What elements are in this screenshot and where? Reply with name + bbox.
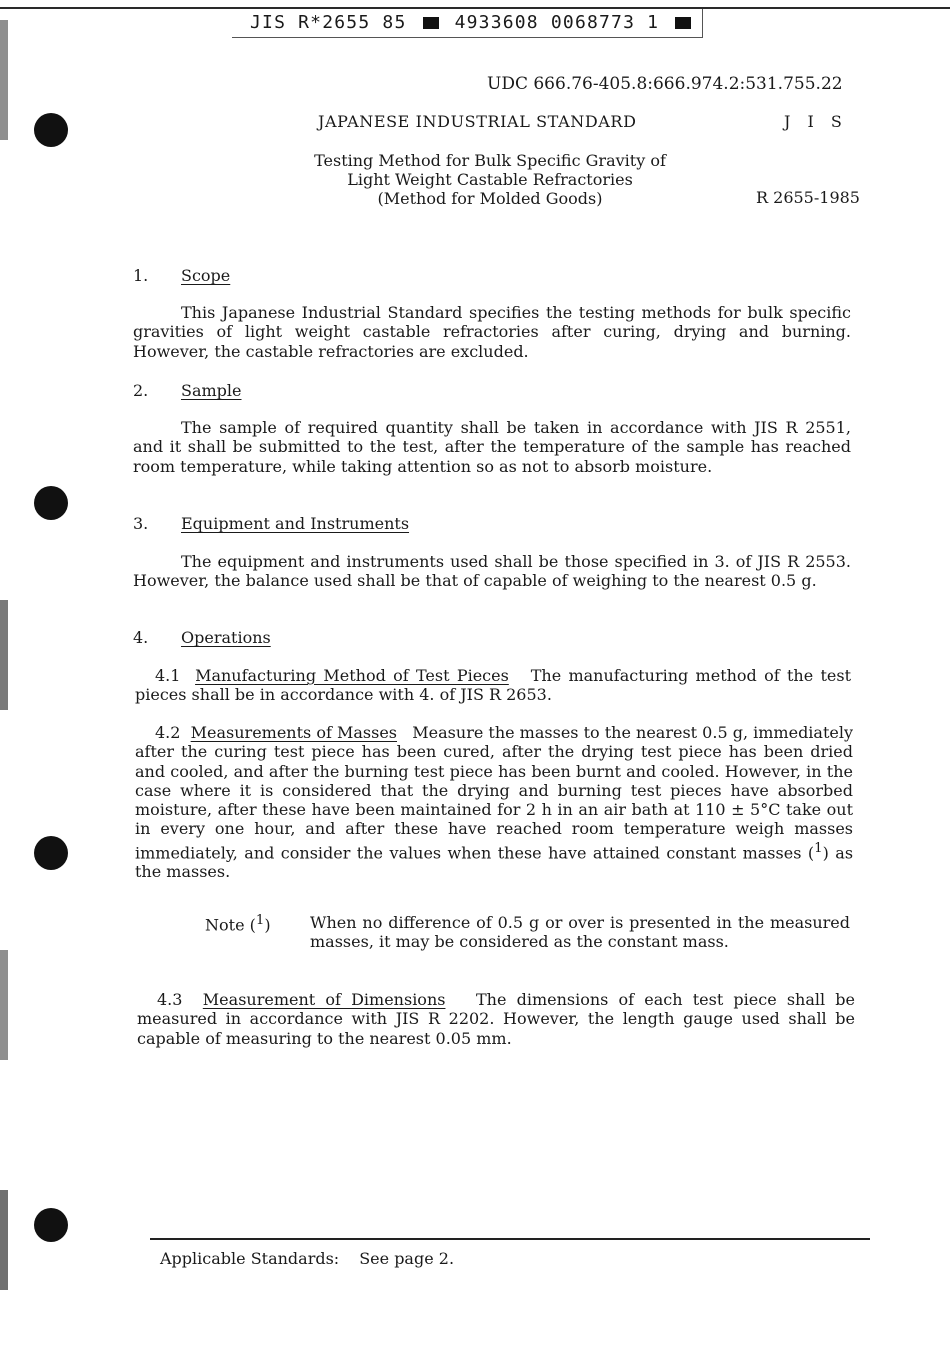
note-text: When no difference of 0.5 g or over is presented in the measured masses, it may be considered as the constant mass. bbox=[310, 913, 850, 952]
binder-hole-icon bbox=[34, 486, 68, 520]
title-line: (Method for Molded Goods) bbox=[377, 189, 603, 208]
standard-number: R 2655-1985 bbox=[756, 188, 860, 207]
binder-hole-icon bbox=[34, 113, 68, 147]
subsection-body: Measure the masses to the nearest 0.5 g, immediately after the curing test piece has been cured, after the drying test piece has been dried and cooled, and after the burning test piece has been burnt and cooled. However, in the case where it is considered that the drying and burning test pieces have absorbed moisture, after these have been maintained for 2 h in an air bath at 110 ± 5°C take out in every one hour, and after these have reached room temperature weigh masses immediately, and consider the values when these have attained constant masses bbox=[135, 723, 854, 863]
note-label: Note ($^1$) bbox=[205, 913, 271, 935]
barcode-left-text: JIS R*2655 85 bbox=[250, 12, 407, 33]
section-body: The equipment and instruments used shall be those specified in 3. of JIS R 2553. However, the balance used shall be that of capable of weighing to the nearest 0.5 g. bbox=[133, 552, 851, 591]
binder-hole-icon bbox=[34, 836, 68, 870]
subsection bbox=[135, 666, 851, 705]
subsection-title: Manufacturing Method of Test Pieces bbox=[195, 666, 509, 685]
section-number: 2. bbox=[133, 381, 149, 400]
subsection-title: Measurements of Masses bbox=[190, 723, 398, 742]
scan-edge-mark bbox=[0, 950, 8, 1060]
section-heading bbox=[133, 514, 409, 533]
barcode-right-text: 4933608 0068773 1 bbox=[454, 12, 660, 33]
document-title bbox=[270, 151, 710, 208]
subsection-number: 4.3 bbox=[157, 990, 183, 1009]
jis-mark: J I S bbox=[784, 112, 848, 131]
standard-title: JAPANESE INDUSTRIAL STANDARD bbox=[318, 112, 637, 131]
section-title: Scope bbox=[181, 266, 231, 285]
subsection bbox=[137, 990, 855, 1048]
footer-label: Applicable Standards: bbox=[160, 1249, 340, 1268]
binder-hole-icon bbox=[34, 1208, 68, 1242]
barcode-block-icon bbox=[423, 17, 439, 29]
section-heading bbox=[133, 628, 271, 647]
subsection-number: 4.1 bbox=[155, 666, 181, 685]
subsection-number: 4.2 bbox=[155, 723, 181, 742]
footer-text: See page 2. bbox=[359, 1249, 455, 1268]
title-line: Testing Method for Bulk Specific Gravity of bbox=[314, 151, 666, 170]
scan-edge-mark bbox=[0, 20, 8, 140]
section-body: This Japanese Industrial Standard specifies the testing methods for bulk specific gravities of light weight castable refractories after curing, drying and burning. However, the castable refractories are excluded. bbox=[133, 303, 851, 361]
section-number: 3. bbox=[133, 514, 149, 533]
scan-edge-mark bbox=[0, 600, 8, 710]
footer bbox=[160, 1249, 454, 1268]
section-title: Sample bbox=[181, 381, 242, 400]
note-number: 1 bbox=[255, 913, 265, 928]
udc-code: UDC 666.76-405.8:666.974.2:531.755.22 bbox=[487, 74, 843, 94]
section-title: Equipment and Instruments bbox=[181, 514, 410, 533]
subsection-body-end: as the masses. bbox=[135, 843, 854, 882]
footer-rule bbox=[150, 1238, 870, 1240]
section-title: Operations bbox=[181, 628, 271, 647]
note-label-text: Note bbox=[205, 915, 245, 935]
scan-edge-mark bbox=[0, 1190, 8, 1290]
subsection-body: The dimensions of each test piece shall be measured in accordance with JIS R 2202. However, the length gauge used shall be capable of measuring to the nearest 0.05 mm. bbox=[137, 990, 856, 1048]
barcode-strip bbox=[250, 12, 695, 33]
subsection-title: Measurement of Dimensions bbox=[202, 990, 446, 1009]
barcode-block-icon bbox=[675, 17, 691, 29]
section-heading bbox=[133, 266, 230, 285]
title-line: Light Weight Castable Refractories bbox=[347, 170, 633, 189]
note-reference: 1 bbox=[814, 840, 823, 856]
section-number: 4. bbox=[133, 628, 149, 647]
section-number: 1. bbox=[133, 266, 149, 285]
section-body: The sample of required quantity shall be taken in accordance with JIS R 2551, and it shall be submitted to the test, after the temperature of the sample has reached room temperature, while taking attention so as not to absorb moisture. bbox=[133, 418, 851, 476]
subsection-body: The manufacturing method of the test pieces shall be in accordance with 4. of JIS R 2653. bbox=[135, 666, 852, 705]
subsection: 4.2 Measurements of Masses Measure the masses to the nearest 0.5 g, immediately after the curing test piece has been cured, after the drying test piece has been dried and cooled, and after the burning test piece has been burnt and cooled. However, in the case where it is considered that the drying and burning test pieces have absorbed moisture, after these have been maintained for 2 h in an air bath at 110 ± 5°C take out in every one hour, and after these have reached room temperature weigh masses immediately, and consider the values when these have attained constant masses ($^1$) as the masses. bbox=[135, 723, 854, 882]
section-heading bbox=[133, 381, 242, 400]
